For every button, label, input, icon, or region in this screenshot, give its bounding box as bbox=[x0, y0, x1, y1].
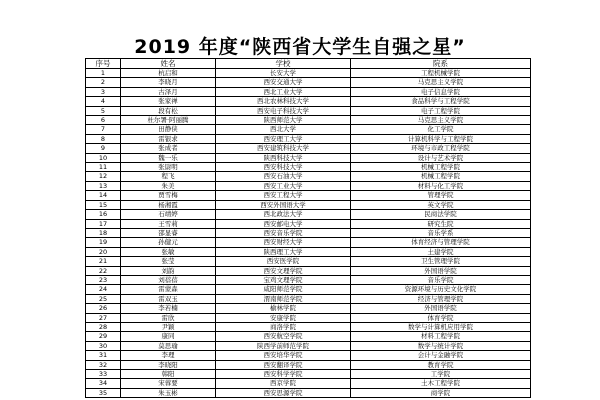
cell-number: 1 bbox=[86, 69, 121, 78]
cell-college: 体育学院 bbox=[351, 313, 531, 322]
cell-number: 22 bbox=[86, 266, 121, 275]
cell-college: 食品科学与工程学院 bbox=[351, 97, 531, 106]
cell-name: 段有松 bbox=[121, 106, 216, 115]
cell-school: 西安培华学院 bbox=[216, 351, 351, 360]
cell-school: 长安大学 bbox=[216, 69, 351, 78]
table-row bbox=[86, 191, 531, 200]
cell-college: 民商法学院 bbox=[351, 210, 531, 219]
cell-name: 刘韵 bbox=[121, 266, 216, 275]
cell-number: 15 bbox=[86, 200, 121, 209]
cell-name: 张莹 bbox=[121, 257, 216, 266]
cell-name: 雷蒙森 bbox=[121, 285, 216, 294]
cell-school: 榆林学院 bbox=[216, 304, 351, 313]
table-row bbox=[86, 97, 531, 106]
cell-name: 张成者 bbox=[121, 144, 216, 153]
cell-school: 西安理工大学 bbox=[216, 134, 351, 143]
cell-name: 杨湘霞 bbox=[121, 200, 216, 209]
cell-number: 10 bbox=[86, 153, 121, 162]
cell-college: 资源环境与历史文化学院 bbox=[351, 285, 531, 294]
cell-number: 13 bbox=[86, 181, 121, 190]
cell-name: 雷银求 bbox=[121, 134, 216, 143]
cell-number: 3 bbox=[86, 87, 121, 96]
cell-number: 17 bbox=[86, 219, 121, 228]
table-row bbox=[86, 332, 531, 341]
cell-college: 研究生院 bbox=[351, 219, 531, 228]
cell-name: 李理 bbox=[121, 351, 216, 360]
cell-school: 陕西科技大学 bbox=[216, 153, 351, 162]
cell-school: 咸阳师范学院 bbox=[216, 285, 351, 294]
table-header-row bbox=[86, 59, 531, 69]
cell-school: 西安工程大学 bbox=[216, 191, 351, 200]
cell-number: 24 bbox=[86, 285, 121, 294]
cell-school: 西北工业大学 bbox=[216, 87, 351, 96]
cell-college: 教育学院 bbox=[351, 360, 531, 369]
cell-number: 16 bbox=[86, 210, 121, 219]
cell-number: 23 bbox=[86, 275, 121, 284]
cell-name: 李晓月 bbox=[121, 78, 216, 87]
cell-school: 西安邮电大学 bbox=[216, 219, 351, 228]
header-name: 姓名 bbox=[121, 59, 216, 69]
cell-name: 杭启和 bbox=[121, 69, 216, 78]
cell-school: 西安石油大学 bbox=[216, 172, 351, 181]
table-row bbox=[86, 370, 531, 379]
cell-college: 材料工程学院 bbox=[351, 332, 531, 341]
cell-name: 朱美 bbox=[121, 181, 216, 190]
cell-school: 西安医学院 bbox=[216, 257, 351, 266]
table-row bbox=[86, 78, 531, 87]
cell-college: 外国语学院 bbox=[351, 304, 531, 313]
cell-school: 西安交通大学 bbox=[216, 78, 351, 87]
cell-name: 张家禅 bbox=[121, 97, 216, 106]
table-row bbox=[86, 341, 531, 350]
cell-name: 刘蓓蓓 bbox=[121, 275, 216, 284]
cell-number: 7 bbox=[86, 125, 121, 134]
header-school: 学校 bbox=[216, 59, 351, 69]
cell-school: 西安思源学院 bbox=[216, 388, 351, 397]
table-row bbox=[86, 210, 531, 219]
cell-name: 邵显睿 bbox=[121, 228, 216, 237]
header-college: 院系 bbox=[351, 59, 531, 69]
table-row bbox=[86, 134, 531, 143]
cell-name: 田静侠 bbox=[121, 125, 216, 134]
cell-college: 数学与统计学院 bbox=[351, 341, 531, 350]
cell-college: 音乐学院 bbox=[351, 275, 531, 284]
cell-school: 安康学院 bbox=[216, 313, 351, 322]
cell-name: 杜尔署·阿丽腾 bbox=[121, 116, 216, 125]
cell-college: 工程机械学院 bbox=[351, 69, 531, 78]
cell-college: 数学与计算机应用学院 bbox=[351, 322, 531, 331]
cell-number: 33 bbox=[86, 370, 121, 379]
cell-school: 西北政法大学 bbox=[216, 210, 351, 219]
cell-school: 宝鸡文理学院 bbox=[216, 275, 351, 284]
cell-name: 李晓阳 bbox=[121, 360, 216, 369]
cell-college: 英文学院 bbox=[351, 200, 531, 209]
cell-number: 32 bbox=[86, 360, 121, 369]
cell-school: 西安科学学院 bbox=[216, 370, 351, 379]
cell-name: 尹颖 bbox=[121, 322, 216, 331]
table-row bbox=[86, 379, 531, 388]
cell-number: 35 bbox=[86, 388, 121, 397]
cell-school: 陕西师范大学 bbox=[216, 116, 351, 125]
table-row bbox=[86, 322, 531, 331]
cell-number: 21 bbox=[86, 257, 121, 266]
cell-name: 古泽月 bbox=[121, 87, 216, 96]
cell-number: 20 bbox=[86, 247, 121, 256]
cell-college: 经济与管理学院 bbox=[351, 294, 531, 303]
table-row bbox=[86, 116, 531, 125]
cell-name: 莫思瑜 bbox=[121, 341, 216, 350]
cell-school: 陕西理工大学 bbox=[216, 247, 351, 256]
cell-name: 张敏 bbox=[121, 247, 216, 256]
cell-college: 电子工程学院 bbox=[351, 106, 531, 115]
cell-school: 西安财经大学 bbox=[216, 238, 351, 247]
table-row bbox=[86, 238, 531, 247]
cell-number: 5 bbox=[86, 106, 121, 115]
cell-college: 工学院 bbox=[351, 370, 531, 379]
cell-name: 张尉明 bbox=[121, 163, 216, 172]
cell-school: 西京学院 bbox=[216, 379, 351, 388]
cell-school: 西安文理学院 bbox=[216, 266, 351, 275]
cell-number: 26 bbox=[86, 304, 121, 313]
cell-school: 渭南师范学院 bbox=[216, 294, 351, 303]
cell-college: 电子信息学院 bbox=[351, 87, 531, 96]
cell-number: 25 bbox=[86, 294, 121, 303]
cell-college: 材料与化工学院 bbox=[351, 181, 531, 190]
cell-school: 西安外国语大学 bbox=[216, 200, 351, 209]
table-row bbox=[86, 257, 531, 266]
cell-school: 西安翻译学院 bbox=[216, 360, 351, 369]
cell-number: 4 bbox=[86, 97, 121, 106]
table-row bbox=[86, 313, 531, 322]
award-table bbox=[85, 58, 531, 398]
table-row bbox=[86, 87, 531, 96]
cell-name: 雷欣 bbox=[121, 313, 216, 322]
cell-name: 宋蓉要 bbox=[121, 379, 216, 388]
cell-college: 体育经济与管理学院 bbox=[351, 238, 531, 247]
table-row bbox=[86, 294, 531, 303]
cell-college: 马克思主义学院 bbox=[351, 78, 531, 87]
cell-number: 27 bbox=[86, 313, 121, 322]
table-row bbox=[86, 200, 531, 209]
table-row bbox=[86, 106, 531, 115]
cell-name: 程飞 bbox=[121, 172, 216, 181]
table-row bbox=[86, 285, 531, 294]
table-row bbox=[86, 360, 531, 369]
table-row bbox=[86, 228, 531, 237]
table-row bbox=[86, 125, 531, 134]
cell-name: 韩阳 bbox=[121, 370, 216, 379]
cell-college: 机械工程学院 bbox=[351, 172, 531, 181]
cell-number: 30 bbox=[86, 341, 121, 350]
cell-school: 西北大学 bbox=[216, 125, 351, 134]
table-row bbox=[86, 304, 531, 313]
cell-name: 石靖婷 bbox=[121, 210, 216, 219]
cell-school: 西安航空学院 bbox=[216, 332, 351, 341]
table-row bbox=[86, 153, 531, 162]
cell-college: 土木工程学院 bbox=[351, 379, 531, 388]
table-row bbox=[86, 275, 531, 284]
cell-school: 西安科技大学 bbox=[216, 163, 351, 172]
table-row bbox=[86, 247, 531, 256]
cell-college: 计算机科学与工程学院 bbox=[351, 134, 531, 143]
cell-number: 11 bbox=[86, 163, 121, 172]
cell-number: 29 bbox=[86, 332, 121, 341]
cell-number: 12 bbox=[86, 172, 121, 181]
cell-school: 西安工业大学 bbox=[216, 181, 351, 190]
table-row bbox=[86, 388, 531, 397]
document-title: 2019 年度“陕西省大学生自强之星” bbox=[134, 36, 466, 58]
table-row bbox=[86, 181, 531, 190]
cell-college: 卫生管理学院 bbox=[351, 257, 531, 266]
cell-college: 马克思主义学院 bbox=[351, 116, 531, 125]
header-number: 序号 bbox=[86, 59, 121, 69]
cell-number: 6 bbox=[86, 116, 121, 125]
cell-school: 陕西学前师范学院 bbox=[216, 341, 351, 350]
cell-name: 王雪莉 bbox=[121, 219, 216, 228]
table-row bbox=[86, 351, 531, 360]
cell-college: 机械工程学院 bbox=[351, 163, 531, 172]
cell-name: 魏一乐 bbox=[121, 153, 216, 162]
cell-number: 14 bbox=[86, 191, 121, 200]
cell-number: 28 bbox=[86, 322, 121, 331]
cell-college: 会计与金融学院 bbox=[351, 351, 531, 360]
cell-number: 34 bbox=[86, 379, 121, 388]
cell-school: 商洛学院 bbox=[216, 322, 351, 331]
cell-college: 管理学院 bbox=[351, 191, 531, 200]
cell-college: 外国语学院 bbox=[351, 266, 531, 275]
cell-name: 朱玉彬 bbox=[121, 388, 216, 397]
cell-number: 31 bbox=[86, 351, 121, 360]
cell-college: 设计与艺术学院 bbox=[351, 153, 531, 162]
cell-number: 8 bbox=[86, 134, 121, 143]
cell-number: 9 bbox=[86, 144, 121, 153]
cell-name: 雷双玉 bbox=[121, 294, 216, 303]
cell-name: 康同 bbox=[121, 332, 216, 341]
table-row bbox=[86, 172, 531, 181]
table-row bbox=[86, 163, 531, 172]
table-row bbox=[86, 219, 531, 228]
cell-number: 2 bbox=[86, 78, 121, 87]
cell-school: 西安建筑科技大学 bbox=[216, 144, 351, 153]
cell-college: 化工学院 bbox=[351, 125, 531, 134]
cell-number: 18 bbox=[86, 228, 121, 237]
cell-number: 19 bbox=[86, 238, 121, 247]
cell-name: 李若楠 bbox=[121, 304, 216, 313]
cell-school: 西安电子科技大学 bbox=[216, 106, 351, 115]
cell-college: 商学院 bbox=[351, 388, 531, 397]
cell-college: 土建学院 bbox=[351, 247, 531, 256]
table-row bbox=[86, 266, 531, 275]
cell-college: 环境与市政工程学院 bbox=[351, 144, 531, 153]
cell-college: 音乐学系 bbox=[351, 228, 531, 237]
table-body bbox=[86, 69, 531, 398]
cell-school: 西安音乐学院 bbox=[216, 228, 351, 237]
cell-name: 贾雪梅 bbox=[121, 191, 216, 200]
cell-name: 孙健元 bbox=[121, 238, 216, 247]
table-row bbox=[86, 69, 531, 78]
cell-school: 西北农林科技大学 bbox=[216, 97, 351, 106]
table-row bbox=[86, 144, 531, 153]
